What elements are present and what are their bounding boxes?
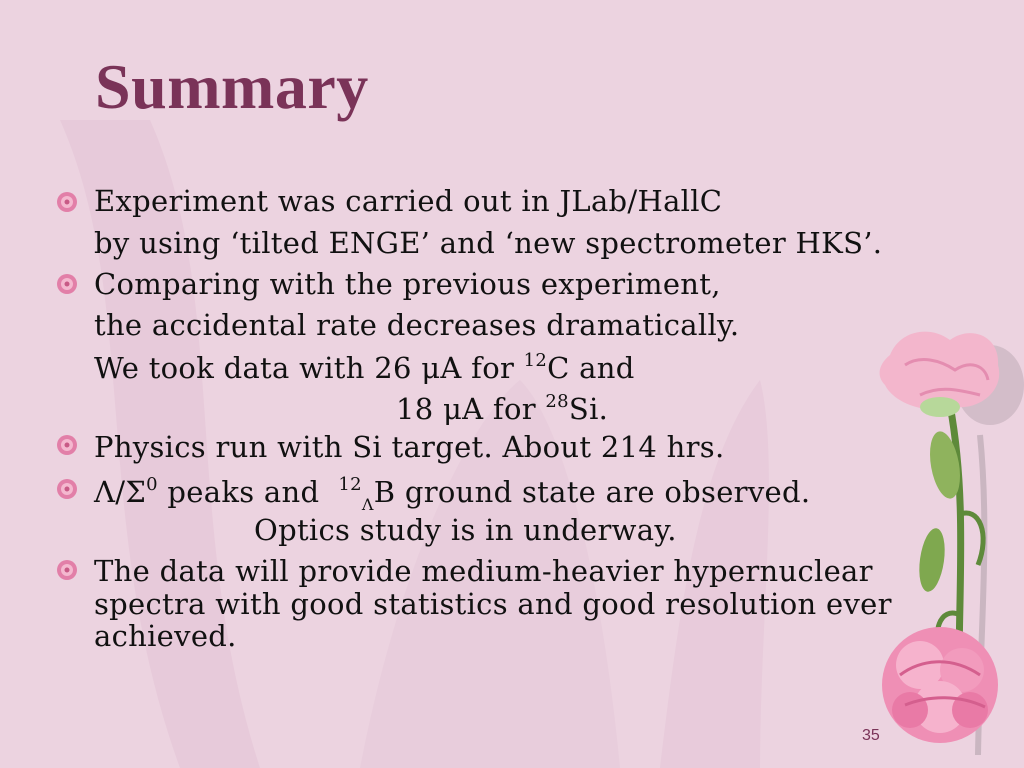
silicon-mass-number: 28 [545, 391, 569, 412]
carnation-flower-decoration [860, 315, 1024, 768]
bullet-4-line-2: Optics study is in underway. [254, 513, 677, 547]
bullet-1-line-1: Experiment was carried out in JLab/HallC [94, 184, 723, 218]
pink-flower-bullet-icon [54, 271, 80, 297]
bullet-5-line-1: The data will provide medium-heavier hypernuclear [94, 554, 873, 588]
bullet-2-line-4-text: 18 μA for [396, 392, 546, 426]
bullet-2-line-3-end: C and [547, 351, 635, 385]
bullet-5-line-3: achieved. [94, 619, 237, 653]
peaks-text: peaks and [157, 475, 339, 509]
lambda-sigma-text: Λ/Σ [94, 475, 147, 509]
lambda-subscript: Λ [361, 495, 374, 514]
bullet-1-line-2: by using ‘tilted ENGE’ and ‘new spectrometer HKS’. [94, 226, 883, 260]
bullet-2-line-3-text: We took data with 26 μA for [94, 351, 524, 385]
bullet-5-line-2: spectra with good statistics and good resolution ever [94, 587, 892, 621]
pink-flower-bullet-icon [54, 189, 80, 215]
pink-flower-bullet-icon [54, 557, 80, 583]
boron-mass-number: 12 [338, 474, 362, 495]
page-number: 35 [862, 727, 880, 744]
ground-state-text: B ground state are observed. [373, 475, 811, 509]
pink-flower-bullet-icon [54, 476, 80, 502]
sigma-charge: 0 [146, 474, 158, 495]
bullet-2-line-1: Comparing with the previous experiment, [94, 267, 721, 301]
slide-title: Summary [95, 51, 369, 122]
bullet-3-line-1: Physics run with Si target. About 214 hrs. [94, 430, 725, 464]
pink-flower-bullet-icon [54, 432, 80, 458]
bullet-4-line-1 [94, 476, 810, 513]
bullet-2-line-4-end: Si. [568, 392, 609, 426]
bullet-2-line-4 [396, 393, 608, 424]
bullet-2-line-3 [94, 352, 635, 383]
bullet-2-line-2: the accidental rate decreases dramatically. [94, 308, 740, 342]
carbon-mass-number: 12 [523, 350, 548, 371]
